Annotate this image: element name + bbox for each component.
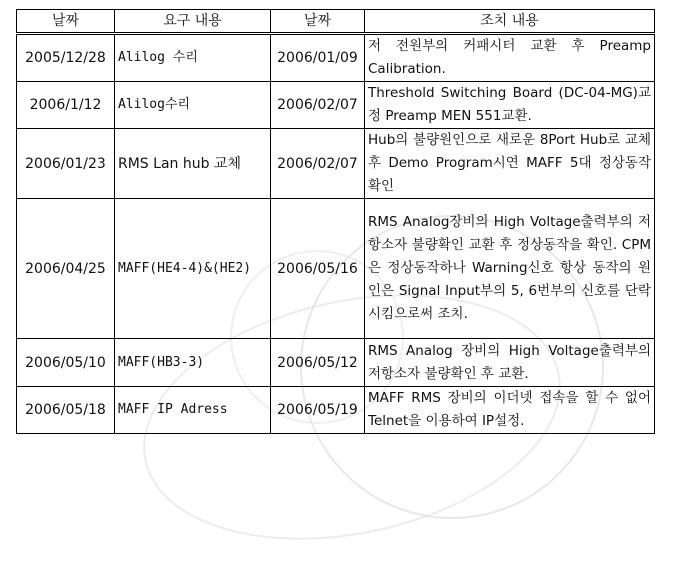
header-action-date: 날짜	[271, 10, 365, 34]
request-cell: MAFF IP Adress	[115, 387, 271, 434]
request-date-cell: 2006/05/10	[17, 339, 115, 387]
table-row	[17, 129, 655, 199]
action-date-cell: 2006/05/16	[271, 199, 365, 339]
action-date-cell: 2006/01/09	[271, 34, 365, 82]
request-cell: Alilog수리	[115, 82, 271, 129]
maintenance-table	[16, 9, 655, 434]
request-date-cell: 2005/12/28	[17, 34, 115, 82]
action-cell: 저 전원부의 커패시터 교환 후 Preamp Calibration.	[365, 34, 655, 82]
request-date-cell: 2006/01/23	[17, 129, 115, 199]
table-row	[17, 34, 655, 82]
header-request: 요구 내용	[115, 10, 271, 34]
table-row	[17, 82, 655, 129]
action-date-cell: 2006/05/19	[271, 387, 365, 434]
table-row	[17, 387, 655, 434]
action-cell: RMS Analog 장비의 High Voltage출력부의 저항소자 불량확인 후 교환.	[365, 339, 655, 387]
request-date-cell: 2006/1/12	[17, 82, 115, 129]
action-date-cell: 2006/05/12	[271, 339, 365, 387]
request-date-cell: 2006/04/25	[17, 199, 115, 339]
request-cell: MAFF(HE4-4)&(HE2)	[115, 199, 271, 339]
action-date-cell: 2006/02/07	[271, 82, 365, 129]
header-action: 조치 내용	[365, 10, 655, 34]
request-cell: MAFF(HB3-3)	[115, 339, 271, 387]
request-date-cell: 2006/05/18	[17, 387, 115, 434]
action-cell: RMS Analog장비의 High Voltage출력부의 저항소자 불량확인 교환 후 정상동작을 확인. CPM은 정상동작하나 Warning신호 항상 동작의 원인은 Signal Input부의 5, 6번부의 신호를 단락시킴으로써 조치.	[365, 199, 655, 339]
action-date-cell: 2006/02/07	[271, 129, 365, 199]
action-cell: Hub의 불량원인으로 새로운 8Port Hub로 교체 후 Demo Program시연 MAFF 5대 정상동작 확인	[365, 129, 655, 199]
table-row	[17, 339, 655, 387]
table-header-row	[17, 10, 655, 34]
request-cell: Alilog 수리	[115, 34, 271, 82]
action-cell: Threshold Switching Board (DC-04-MG)교정 Preamp MEN 551교환.	[365, 82, 655, 129]
header-request-date: 날짜	[17, 10, 115, 34]
action-cell: MAFF RMS 장비의 이더넷 접속을 할 수 없어 Telnet을 이용하여 IP설정.	[365, 387, 655, 434]
table-row	[17, 199, 655, 339]
request-cell: RMS Lan hub 교체	[115, 129, 271, 199]
